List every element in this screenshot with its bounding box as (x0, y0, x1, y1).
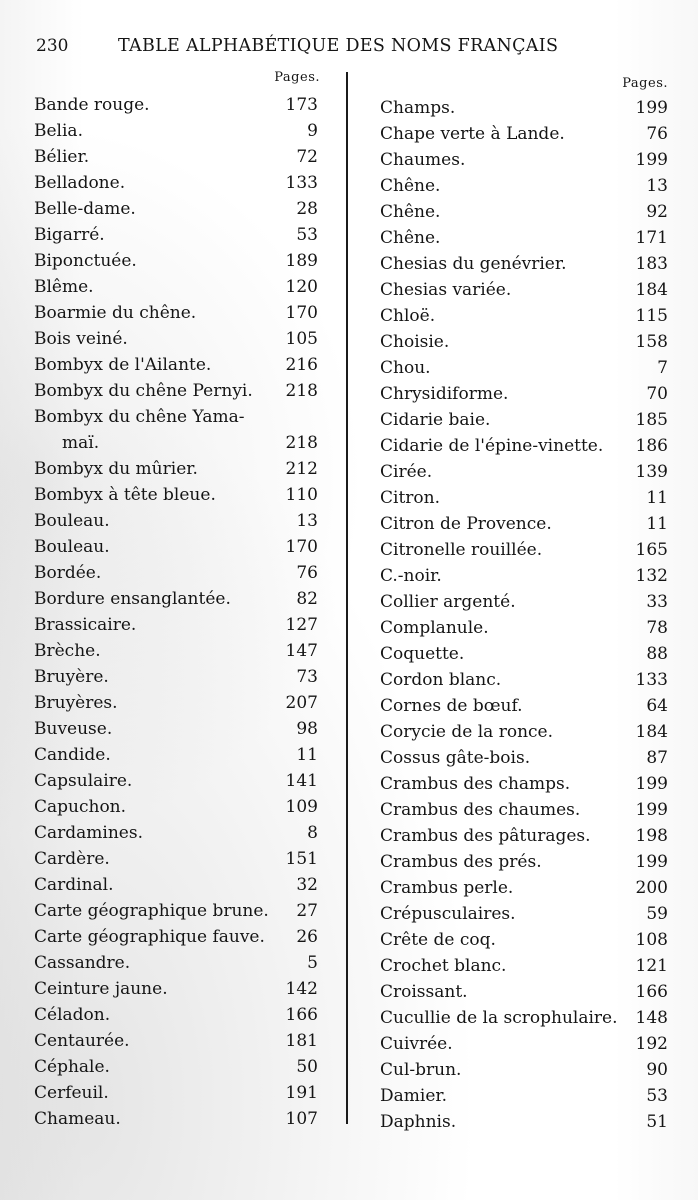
entry-page: 108 (635, 930, 668, 950)
entry-name: Crambus perle. (380, 878, 514, 898)
entry-name: maï. (62, 433, 100, 453)
index-entry (26, 456, 326, 482)
entry-name: Corycie de la ronce. (380, 722, 554, 742)
index-entry (374, 355, 670, 381)
entry-name: Carte géographique brune. (34, 901, 269, 921)
entry-name: Capsulaire. (34, 771, 133, 791)
entry-page: 120 (285, 277, 318, 297)
entry-page: 121 (635, 956, 668, 976)
index-entry (374, 225, 670, 251)
index-entry (374, 121, 670, 147)
entry-name: Centaurée. (34, 1031, 130, 1051)
index-entry (374, 1083, 670, 1109)
index-entry (26, 690, 326, 716)
entry-name: Chou. (380, 358, 431, 378)
entry-page: 212 (285, 459, 318, 479)
entry-name: Boarmie du chêne. (34, 303, 197, 323)
index-entry (374, 537, 670, 563)
index-entry (374, 745, 670, 771)
index-entry (26, 378, 326, 404)
index-entry (374, 901, 670, 927)
index-entry (26, 950, 326, 976)
entry-page: 141 (285, 771, 318, 791)
entry-page: 200 (635, 878, 668, 898)
entry-page: 107 (285, 1109, 318, 1129)
index-entry (26, 1080, 326, 1106)
entry-page: 184 (635, 280, 668, 300)
index-entry (374, 329, 670, 355)
entry-name: Ceinture jaune. (34, 979, 168, 999)
entry-name: Capuchon. (34, 797, 127, 817)
entry-name: Complanule. (380, 618, 489, 638)
entry-page: 13 (646, 176, 668, 196)
index-entry (374, 303, 670, 329)
entry-name: Champs. (380, 98, 456, 118)
index-entry (26, 534, 326, 560)
entry-page: 90 (646, 1060, 668, 1080)
index-entry (26, 508, 326, 534)
entry-name: Citron. (380, 488, 440, 508)
index-entry (26, 976, 326, 1002)
entry-name: Chameau. (34, 1109, 121, 1129)
entry-page: 76 (646, 124, 668, 144)
index-entry (374, 979, 670, 1005)
entry-name: Coquette. (380, 644, 465, 664)
index-entry (26, 638, 326, 664)
entry-name: Daphnis. (380, 1112, 457, 1132)
entry-name: Céladon. (34, 1005, 111, 1025)
entry-page: 109 (285, 797, 318, 817)
entry-page: 110 (285, 485, 318, 505)
entry-name: Cardinal. (34, 875, 114, 895)
entry-name: Choisie. (380, 332, 450, 352)
entry-name: Cordon blanc. (380, 670, 502, 690)
index-entry (26, 222, 326, 248)
entry-page: 133 (635, 670, 668, 690)
index-entry (374, 849, 670, 875)
index-entry (26, 300, 326, 326)
entry-name: C.-noir. (380, 566, 442, 586)
entry-name: Bombyx du chêne Yama- (34, 407, 245, 427)
entry-page: 73 (296, 667, 318, 687)
entry-page: 115 (635, 306, 668, 326)
index-entry (374, 511, 670, 537)
index-entry (374, 563, 670, 589)
index-entry (374, 927, 670, 953)
entry-page: 199 (635, 774, 668, 794)
entry-page: 87 (646, 748, 668, 768)
entry-page: 13 (296, 511, 318, 531)
entry-name: Bruyère. (34, 667, 109, 687)
index-entry (26, 326, 326, 352)
index-entry (26, 742, 326, 768)
entry-page: 171 (635, 228, 668, 248)
entry-name: Cardamines. (34, 823, 143, 843)
entry-name: Cuivrée. (380, 1034, 453, 1054)
entry-name: Chesias du genévrier. (380, 254, 567, 274)
entry-page: 192 (635, 1034, 668, 1054)
entry-name: Biponctuée. (34, 251, 137, 271)
index-entry (374, 615, 670, 641)
index-entry (374, 875, 670, 901)
index-entry (26, 716, 326, 742)
right-entry-list (374, 95, 670, 1135)
entry-name: Carte géographique fauve. (34, 927, 265, 947)
index-entry (26, 352, 326, 378)
entry-page: 28 (296, 199, 318, 219)
index-entry (26, 404, 326, 430)
entry-page: 165 (635, 540, 668, 560)
index-entry (26, 664, 326, 690)
index-entry (26, 274, 326, 300)
index-entry (374, 277, 670, 303)
index-entry (374, 173, 670, 199)
entry-page: 105 (285, 329, 318, 349)
entry-page: 207 (285, 693, 318, 713)
index-entry (26, 794, 326, 820)
index-entry (374, 667, 670, 693)
entry-name: Damier. (380, 1086, 448, 1106)
index-entry (26, 92, 326, 118)
entry-name: Cidarie de l'épine-vinette. (380, 436, 604, 456)
entry-name: Brassicaire. (34, 615, 137, 635)
index-entry (26, 612, 326, 638)
running-title: TABLE ALPHABÉTIQUE DES NOMS FRANÇAIS (118, 36, 559, 56)
index-entry (374, 589, 670, 615)
index-entry (26, 144, 326, 170)
entry-page: 199 (635, 852, 668, 872)
entry-page: 199 (635, 98, 668, 118)
index-entry (26, 820, 326, 846)
index-entry (26, 1028, 326, 1054)
entry-name: Bordure ensanglantée. (34, 589, 231, 609)
entry-name: Cul-brun. (380, 1060, 462, 1080)
index-entry (374, 199, 670, 225)
entry-page: 191 (285, 1083, 318, 1103)
index-entry (26, 196, 326, 222)
index-entry (26, 768, 326, 794)
entry-name: Chêne. (380, 228, 441, 248)
entry-name: Chrysidiforme. (380, 384, 509, 404)
entry-name: Citron de Provence. (380, 514, 552, 534)
entry-page: 148 (635, 1008, 668, 1028)
entry-page: 11 (646, 488, 668, 508)
index-entry (374, 771, 670, 797)
index-entry (26, 1106, 326, 1132)
entry-name: Chloë. (380, 306, 436, 326)
entry-page: 133 (285, 173, 318, 193)
left-pages-label: Pages. (274, 70, 320, 85)
entry-page: 32 (296, 875, 318, 895)
entry-name: Belia. (34, 121, 83, 141)
index-entry (374, 381, 670, 407)
entry-name: Chêne. (380, 176, 441, 196)
entry-page: 199 (635, 150, 668, 170)
entry-name: Blême. (34, 277, 94, 297)
entry-page: 78 (646, 618, 668, 638)
entry-page: 5 (307, 953, 318, 973)
entry-page: 64 (646, 696, 668, 716)
index-entry (374, 641, 670, 667)
entry-page: 170 (285, 537, 318, 557)
index-entry-continuation (26, 430, 326, 456)
entry-name: Chêne. (380, 202, 441, 222)
entry-name: Citronelle rouillée. (380, 540, 543, 560)
entry-page: 189 (285, 251, 318, 271)
entry-name: Crépusculaires. (380, 904, 516, 924)
entry-name: Chesias variée. (380, 280, 512, 300)
entry-name: Cossus gâte-bois. (380, 748, 531, 768)
entry-name: Cidarie baie. (380, 410, 491, 430)
entry-page: 166 (285, 1005, 318, 1025)
entry-name: Bois veiné. (34, 329, 128, 349)
entry-name: Bigarré. (34, 225, 105, 245)
entry-page: 216 (285, 355, 318, 375)
entry-name: Bombyx de l'Ailante. (34, 355, 212, 375)
entry-page: 98 (296, 719, 318, 739)
index-entry (374, 95, 670, 121)
entry-name: Belladone. (34, 173, 126, 193)
entry-name: Bombyx du mûrier. (34, 459, 198, 479)
index-entry (374, 1005, 670, 1031)
entry-page: 139 (635, 462, 668, 482)
entry-page: 173 (285, 95, 318, 115)
entry-page: 53 (646, 1086, 668, 1106)
index-entry (374, 1031, 670, 1057)
entry-page: 158 (635, 332, 668, 352)
index-entry (26, 170, 326, 196)
entry-name: Buveuse. (34, 719, 113, 739)
entry-name: Céphale. (34, 1057, 110, 1077)
entry-name: Bombyx à tête bleue. (34, 485, 216, 505)
index-entry (374, 433, 670, 459)
index-entry (26, 482, 326, 508)
entry-name: Croissant. (380, 982, 468, 1002)
entry-page: 92 (646, 202, 668, 222)
index-entry (26, 1054, 326, 1080)
index-entry (26, 898, 326, 924)
page-header (0, 36, 698, 60)
entry-name: Chape verte à Lande. (380, 124, 565, 144)
entry-name: Crête de coq. (380, 930, 496, 950)
entry-page: 82 (296, 589, 318, 609)
entry-page: 132 (635, 566, 668, 586)
entry-name: Belle-dame. (34, 199, 136, 219)
entry-name: Bande rouge. (34, 95, 150, 115)
entry-name: Cirée. (380, 462, 433, 482)
entry-name: Candide. (34, 745, 111, 765)
index-entry (374, 1109, 670, 1135)
entry-page: 27 (296, 901, 318, 921)
entry-page: 11 (296, 745, 318, 765)
entry-page: 151 (285, 849, 318, 869)
index-entry (26, 118, 326, 144)
index-entry (374, 407, 670, 433)
entry-name: Bruyères. (34, 693, 118, 713)
entry-name: Cucullie de la scrophulaire. (380, 1008, 618, 1028)
index-entry (374, 459, 670, 485)
entry-page: 72 (296, 147, 318, 167)
entry-page: 88 (646, 644, 668, 664)
entry-page: 59 (646, 904, 668, 924)
entry-name: Crambus des pâturages. (380, 826, 591, 846)
index-entry (26, 872, 326, 898)
entry-name: Bordée. (34, 563, 102, 583)
entry-page: 166 (635, 982, 668, 1002)
entry-page: 186 (635, 436, 668, 456)
entry-page: 185 (635, 410, 668, 430)
index-entry (26, 586, 326, 612)
entry-name: Cassandre. (34, 953, 131, 973)
entry-page: 181 (285, 1031, 318, 1051)
entry-name: Cardère. (34, 849, 110, 869)
entry-name: Crambus des prés. (380, 852, 542, 872)
entry-page: 7 (657, 358, 668, 378)
entry-page: 51 (646, 1112, 668, 1132)
entry-page: 9 (307, 121, 318, 141)
index-entry (374, 719, 670, 745)
index-entry (374, 1057, 670, 1083)
entry-page: 147 (285, 641, 318, 661)
index-entry (26, 924, 326, 950)
entry-page: 127 (285, 615, 318, 635)
entry-page: 11 (646, 514, 668, 534)
entry-page: 8 (307, 823, 318, 843)
entry-page: 170 (285, 303, 318, 323)
index-entry (26, 1002, 326, 1028)
entry-name: Crambus des champs. (380, 774, 571, 794)
index-entry (374, 251, 670, 277)
entry-page: 198 (635, 826, 668, 846)
index-entry (374, 953, 670, 979)
index-entry (374, 823, 670, 849)
entry-name: Bombyx du chêne Pernyi. (34, 381, 253, 401)
index-entry (374, 693, 670, 719)
entry-page: 218 (285, 381, 318, 401)
entry-name: Crambus des chaumes. (380, 800, 581, 820)
entry-page: 183 (635, 254, 668, 274)
entry-page: 33 (646, 592, 668, 612)
entry-page: 184 (635, 722, 668, 742)
entry-page: 142 (285, 979, 318, 999)
index-entry (26, 846, 326, 872)
index-entry (374, 797, 670, 823)
entry-name: Chaumes. (380, 150, 466, 170)
right-pages-label: Pages. (622, 76, 668, 91)
page-number: 230 (36, 36, 69, 56)
entry-page: 218 (285, 433, 318, 453)
entry-page: 50 (296, 1057, 318, 1077)
index-entry (374, 147, 670, 173)
entry-page: 26 (296, 927, 318, 947)
index-entry (26, 560, 326, 586)
entry-page: 76 (296, 563, 318, 583)
entry-name: Brèche. (34, 641, 101, 661)
entry-page: 70 (646, 384, 668, 404)
entry-name: Collier argenté. (380, 592, 516, 612)
entry-page: 53 (296, 225, 318, 245)
index-entry (26, 248, 326, 274)
left-entry-list (26, 92, 326, 1132)
index-entry (374, 485, 670, 511)
entry-name: Bouleau. (34, 537, 110, 557)
entry-name: Crochet blanc. (380, 956, 507, 976)
entry-name: Bouleau. (34, 511, 110, 531)
entry-name: Cerfeuil. (34, 1083, 109, 1103)
entry-name: Cornes de bœuf. (380, 696, 523, 716)
entry-name: Bélier. (34, 147, 90, 167)
column-divider (346, 72, 348, 1124)
entry-page: 199 (635, 800, 668, 820)
